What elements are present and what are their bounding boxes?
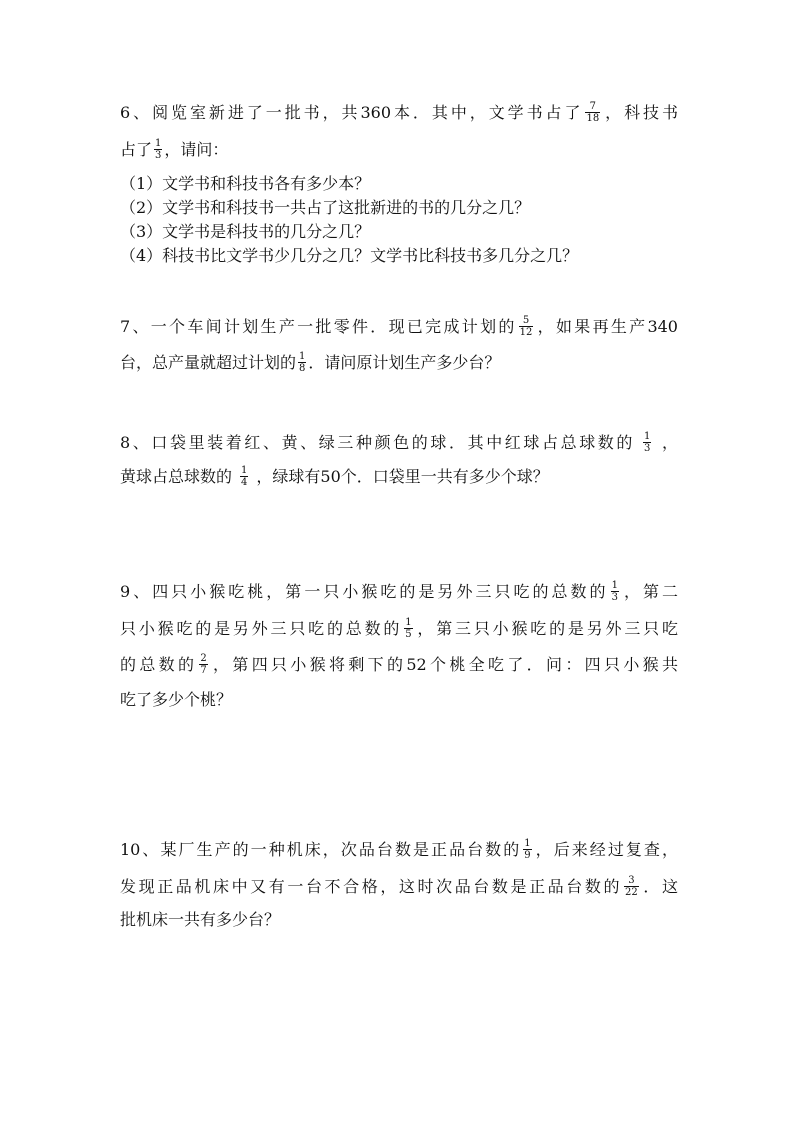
fraction-denominator: 22 [625,887,638,898]
q6-text: 6、阅览室新进了一批书，共360本．其中，文学书占了 [120,103,584,122]
q7-text: 7、一个车间计划生产一批零件．现已完成计划的 [120,317,517,336]
q7-text: ．请问原计划生产多少台？ [308,353,501,372]
fraction-denominator: 18 [586,113,600,124]
q7-line-1 [120,316,678,339]
fraction-numerator: 7 [589,101,596,112]
fraction-numerator: 2 [200,653,207,664]
q6-fraction-science [154,138,162,161]
q6-subquestion-1: （1）文学书和科技书各有多少本？ [120,174,371,193]
fraction-numerator: 1 [644,431,651,442]
fraction-denominator: 3 [644,443,651,454]
q9-line-4: 吃了多少个桃？ [120,690,233,709]
q6-text: ，科技书 [602,103,678,122]
q10-line-1 [120,839,678,862]
fraction-numerator: 1 [299,351,306,362]
q10-text: 发现正品机床中又有一台不合格，这时次品台数是正品台数的 [120,877,623,896]
fraction-numerator: 3 [628,875,635,886]
fraction-denominator: 12 [519,327,533,338]
fraction-numerator: 5 [522,315,530,326]
q7-text: 台，总产量就超过计划的 [120,353,297,372]
q7-text: ，如果再生产340 [535,317,678,336]
fraction-denominator: 8 [299,363,306,374]
q8-fraction-yellow [240,465,248,488]
q7-fraction-exceed [298,351,306,374]
q9-text: 9、四只小猴吃桃，第一只小猴吃的是另外三只吃的总数的 [120,582,609,601]
q8-line-2 [120,466,678,489]
q10-line-2 [120,876,678,899]
q9-text: ，第三只小猴吃的是另外三只吃 [414,619,678,638]
q8-text: ，绿球有50个．口袋里一共有多少个球？ [256,467,549,486]
q6-text: 占了 [120,140,153,159]
q6-line-2 [120,139,678,162]
q10-text: 10、某厂生产的一种机床，次品台数是正品台数的 [120,840,522,859]
q6-fraction-literature [585,101,600,124]
q10-text: ．这 [640,877,678,896]
fraction-denominator: 5 [405,629,412,640]
q9-line-1 [120,581,678,604]
q9-fraction-third [199,653,207,676]
q8-text: ， [659,433,678,452]
fraction-numerator: 1 [405,617,412,628]
q6-line-1 [120,102,678,125]
q9-line-3 [120,654,678,677]
q9-fraction-second [404,617,412,640]
q9-text: ，第二 [620,582,678,601]
q6-subquestion-3: （3）文学书是科技书的几分之几？ [120,222,371,241]
q7-line-2 [120,352,678,375]
fraction-denominator: 3 [611,592,618,603]
q9-line-2 [120,618,678,641]
q10-text: ，后来经过复查， [533,840,678,859]
q9-text: 只小猴吃的是另外三只吃的总数的 [120,619,403,638]
fraction-denominator: 3 [155,150,162,161]
fraction-numerator: 1 [241,465,248,476]
q10-fraction-after-review [624,875,639,898]
fraction-numerator: 1 [155,138,162,149]
q10-fraction-initial [523,838,531,861]
q8-text: 8、口袋里装着红、黄、绿三种颜色的球．其中红球占总球数的 [120,433,636,452]
q6-text: ，请问： [164,140,229,159]
fraction-numerator: 1 [611,580,618,591]
fraction-denominator: 9 [524,850,531,861]
fraction-denominator: 4 [241,477,248,488]
fraction-numerator: 1 [524,838,531,849]
fraction-denominator: 7 [200,665,207,676]
q6-subquestion-4: （4）科技书比文学书少几分之几？文学书比科技书多几分之几？ [120,246,579,265]
q10-line-3: 批机床一共有多少台？ [120,910,281,929]
q8-fraction-red [643,431,651,454]
q9-text: 的总数的 [120,655,198,674]
q9-text: ，第四只小猴将剩下的52个桃全吃了．问：四只小猴共 [209,655,678,674]
q9-fraction-first [611,580,619,603]
q8-line-1 [120,432,678,455]
q8-text: 黄球占总球数的 [120,467,233,486]
q6-subquestion-2: （2）文学书和科技书一共占了这批新进的书的几分之几？ [120,198,531,217]
q7-fraction-completed [519,315,534,338]
